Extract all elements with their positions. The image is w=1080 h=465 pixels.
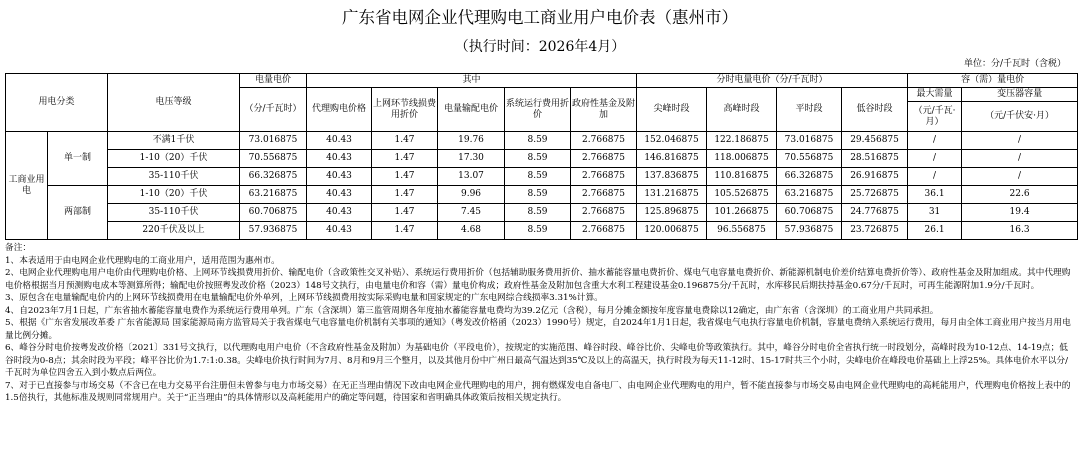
header-max-demand-unit: （元/千瓦·月） [908,102,962,132]
category-main-label: 工商业用电 [6,132,48,240]
cell-trans: 17.30 [438,150,505,168]
cell-valley: 25.726875 [842,186,908,204]
cell-sys: 8.59 [505,150,571,168]
cell-price: 57.936875 [240,222,307,240]
table-row [6,204,1078,222]
cell-gov: 2.766875 [571,132,637,150]
cell-sharp: 146.816875 [637,150,707,168]
tariff-table [5,73,1078,240]
header-voltage: 电压等级 [108,74,240,132]
cell-agent: 40.43 [307,150,372,168]
cell-transformer: / [962,150,1078,168]
cell-peak: 105.526875 [707,186,777,204]
cell-agent: 40.43 [307,132,372,150]
cell-voltage: 35-110千伏 [108,168,240,186]
cell-agent: 40.43 [307,204,372,222]
note-item: 6、峰谷分时电价按粤发改价格〔2021〕331号文执行，以代理购电用户电价（不含政府性基金及附加）为基础电价（平段电价），按规定的实施范围、峰谷时段、峰谷比价、尖峰电价等政策执行。其中，峰谷分时电价全省执行统一时段划分，高峰时段为10-12点、14-19点；低谷时段为0-8点；其余时段为平段；峰平谷比价为1.7:1:0.38。尖峰电价执行时间为7月、8月和9月三个整月，以及其他月份中广州日最高气温达到35℃及以上的高温天，执行时段为每天11-12时、15-17时共三个小时，尖峰电价在峰段电价基础上上浮25%。具体电价水平以分/千瓦时为单位四舍五入到小数点后两位。 [5,343,1069,378]
group-two-label: 两部制 [48,186,108,240]
cell-transformer: / [962,168,1078,186]
group-single-label: 单一制 [48,132,108,186]
cell-peak: 96.556875 [707,222,777,240]
header-upper-line-loss: 上网环节线损费用折价 [372,88,438,132]
cell-peak: 122.186875 [707,132,777,150]
cell-price: 63.216875 [240,186,307,204]
header-system-op: 系统运行费用折价 [505,88,571,132]
note-item: 4、自2023年7月1日起，广东省抽水蓄能容量电费作为系统运行费用单列。广东（含深圳）第三监管周期各年度抽水蓄能容量电费均为39.2亿元（含税），每月分摊金额按年度容量电费除以12确定，由广东省（含深圳）的工商业用户共同承担。 [5,305,939,316]
cell-gov: 2.766875 [571,204,637,222]
cell-voltage: 220千伏及以上 [108,222,240,240]
cell-sys: 8.59 [505,204,571,222]
note-item: 7、对于已直接参与市场交易（不含已在电力交易平台注册但未曾参与电力市场交易）在无正当理由情况下改由电网企业代理购电的用户，拥有燃煤发电自备电厂、由电网企业代理购电的用户，暂不能直接参与市场交易由电网企业代理购电的高耗能用户，代理购电价格按上表中的1.5倍执行，其他标准及规则同常规用户。关于“正当理由”的具体情形以及高耗能用户的确定等问题，待国家和省明确具体政策后按相关规定执行。 [5,380,1071,403]
cell-voltage: 1-10（20）千伏 [108,186,240,204]
cell-gov: 2.766875 [571,222,637,240]
header-transformer: 变压器容量 [962,88,1078,102]
note-item: 3、原包含在电量输配电价内的上网环节线损费用在电量输配电价外单列，上网环节线损费用按实际采购电量和国家规定的广东电网综合线损率3.31%计算。 [5,293,603,303]
cell-sharp: 137.836875 [637,168,707,186]
header-gov-fund: 政府性基金及附加 [571,88,637,132]
unit-label: 单位：分/千瓦时（含税） [963,59,1066,69]
table-row [6,150,1078,168]
header-peak-sharp: 尖峰时段 [637,88,707,132]
header-agent-price: 代理购电价格 [307,88,372,132]
cell-transformer: 16.3 [962,222,1078,240]
cell-transformer: 22.6 [962,186,1078,204]
cell-transformer: / [962,132,1078,150]
header-tou: 分时电量电价（分/千瓦时） [637,74,908,88]
cell-agent: 40.43 [307,186,372,204]
table-row [6,186,1078,204]
cell-flat: 57.936875 [777,222,842,240]
table-row [6,132,1078,150]
header-energy-price-unit: （分/千瓦时） [240,88,307,132]
header-category: 用电分类 [6,74,108,132]
cell-loss: 1.47 [372,204,438,222]
note-item: 1、本表适用于由电网企业代理购电的工商业用户，适用范围为惠州市。 [5,255,280,266]
cell-valley: 23.726875 [842,222,908,240]
cell-peak: 110.816875 [707,168,777,186]
cell-flat: 60.706875 [777,204,842,222]
cell-sharp: 152.046875 [637,132,707,150]
header-capacity: 容（需）量电价 [908,74,1078,88]
cell-trans: 9.96 [438,186,505,204]
note-item: 5、根据《广东省发展改革委 广东省能源局 国家能源局南方监管局关于我省煤电气电容量电价机制有关事项的通知》（粤发改价格函（2023）1990号）规定，自2024年1月1日起，我省煤电气电执行容量电价机制，容量电费纳入系统运行费用，每月由全体工商业用户按当月用电量比例分摊。 [5,318,1071,341]
cell-loss: 1.47 [372,186,438,204]
cell-agent: 40.43 [307,168,372,186]
cell-demand: / [908,168,962,186]
cell-voltage: 不满1千伏 [108,132,240,150]
cell-price: 66.326875 [240,168,307,186]
cell-peak: 118.006875 [707,150,777,168]
table-row [6,222,1078,240]
cell-loss: 1.47 [372,168,438,186]
cell-demand: 31 [908,204,962,222]
header-among: 其中 [307,74,637,88]
cell-valley: 28.516875 [842,150,908,168]
cell-gov: 2.766875 [571,150,637,168]
header-energy-price: 电量电价 [240,74,307,88]
cell-loss: 1.47 [372,132,438,150]
notes-heading: 备注： [5,243,32,253]
cell-price: 70.556875 [240,150,307,168]
cell-voltage: 35-110千伏 [108,204,240,222]
cell-sys: 8.59 [505,186,571,204]
cell-trans: 19.76 [438,132,505,150]
table-row [6,168,1078,186]
cell-flat: 73.016875 [777,132,842,150]
cell-flat: 63.216875 [777,186,842,204]
cell-voltage: 1-10（20）千伏 [108,150,240,168]
cell-transformer: 19.4 [962,204,1078,222]
cell-demand: / [908,150,962,168]
cell-flat: 66.326875 [777,168,842,186]
cell-valley: 24.776875 [842,204,908,222]
cell-gov: 2.766875 [571,168,637,186]
header-transmission: 电量输配电价 [438,88,505,132]
cell-price: 73.016875 [240,132,307,150]
notes-section [5,242,1073,405]
cell-demand: 26.1 [908,222,962,240]
cell-valley: 26.916875 [842,168,908,186]
cell-sharp: 131.216875 [637,186,707,204]
cell-peak: 101.266875 [707,204,777,222]
cell-demand: / [908,132,962,150]
header-max-demand: 最大需量 [908,88,962,102]
cell-agent: 40.43 [307,222,372,240]
header-transformer-unit: （元/千伏安·月） [962,102,1078,132]
cell-sharp: 125.896875 [637,204,707,222]
cell-loss: 1.47 [372,222,438,240]
page-title: 广东省电网企业代理购电工商业用户电价表（惠州市） [342,8,738,27]
cell-sys: 8.59 [505,132,571,150]
header-peak: 高峰时段 [707,88,777,132]
cell-sharp: 120.006875 [637,222,707,240]
header-flat: 平时段 [777,88,842,132]
cell-loss: 1.47 [372,150,438,168]
cell-sys: 8.59 [505,222,571,240]
header-valley: 低谷时段 [842,88,908,132]
cell-sys: 8.59 [505,168,571,186]
cell-flat: 70.556875 [777,150,842,168]
cell-demand: 36.1 [908,186,962,204]
effective-date: （执行时间：2026年4月） [454,39,626,55]
cell-trans: 7.45 [438,204,505,222]
cell-gov: 2.766875 [571,186,637,204]
cell-valley: 29.456875 [842,132,908,150]
cell-trans: 4.68 [438,222,505,240]
cell-trans: 13.07 [438,168,505,186]
note-item: 2、电网企业代理购电用户电价由代理购电价格、上网环节线损费用折价、输配电价（含政策性交叉补贴）、系统运行费用折价（包括辅助服务费用折价、抽水蓄能容量电费折价、煤电气电容量电费折价、新能源机制电价差价结算电费折价等）、政府性基金及附加组成。其中代理购电价格根据当月预测购电成本等测算所得；输配电价按照粤发改价格（2023）148号文执行，由电量电价和容（需）量电价构成；政府性基金及附加包含重大水利工程建设基金0.196875分/千瓦时，水库移民后期扶持基金0.67分/千瓦时，可再生能源附加1.9分/千瓦时。 [5,268,1071,291]
cell-price: 60.706875 [240,204,307,222]
